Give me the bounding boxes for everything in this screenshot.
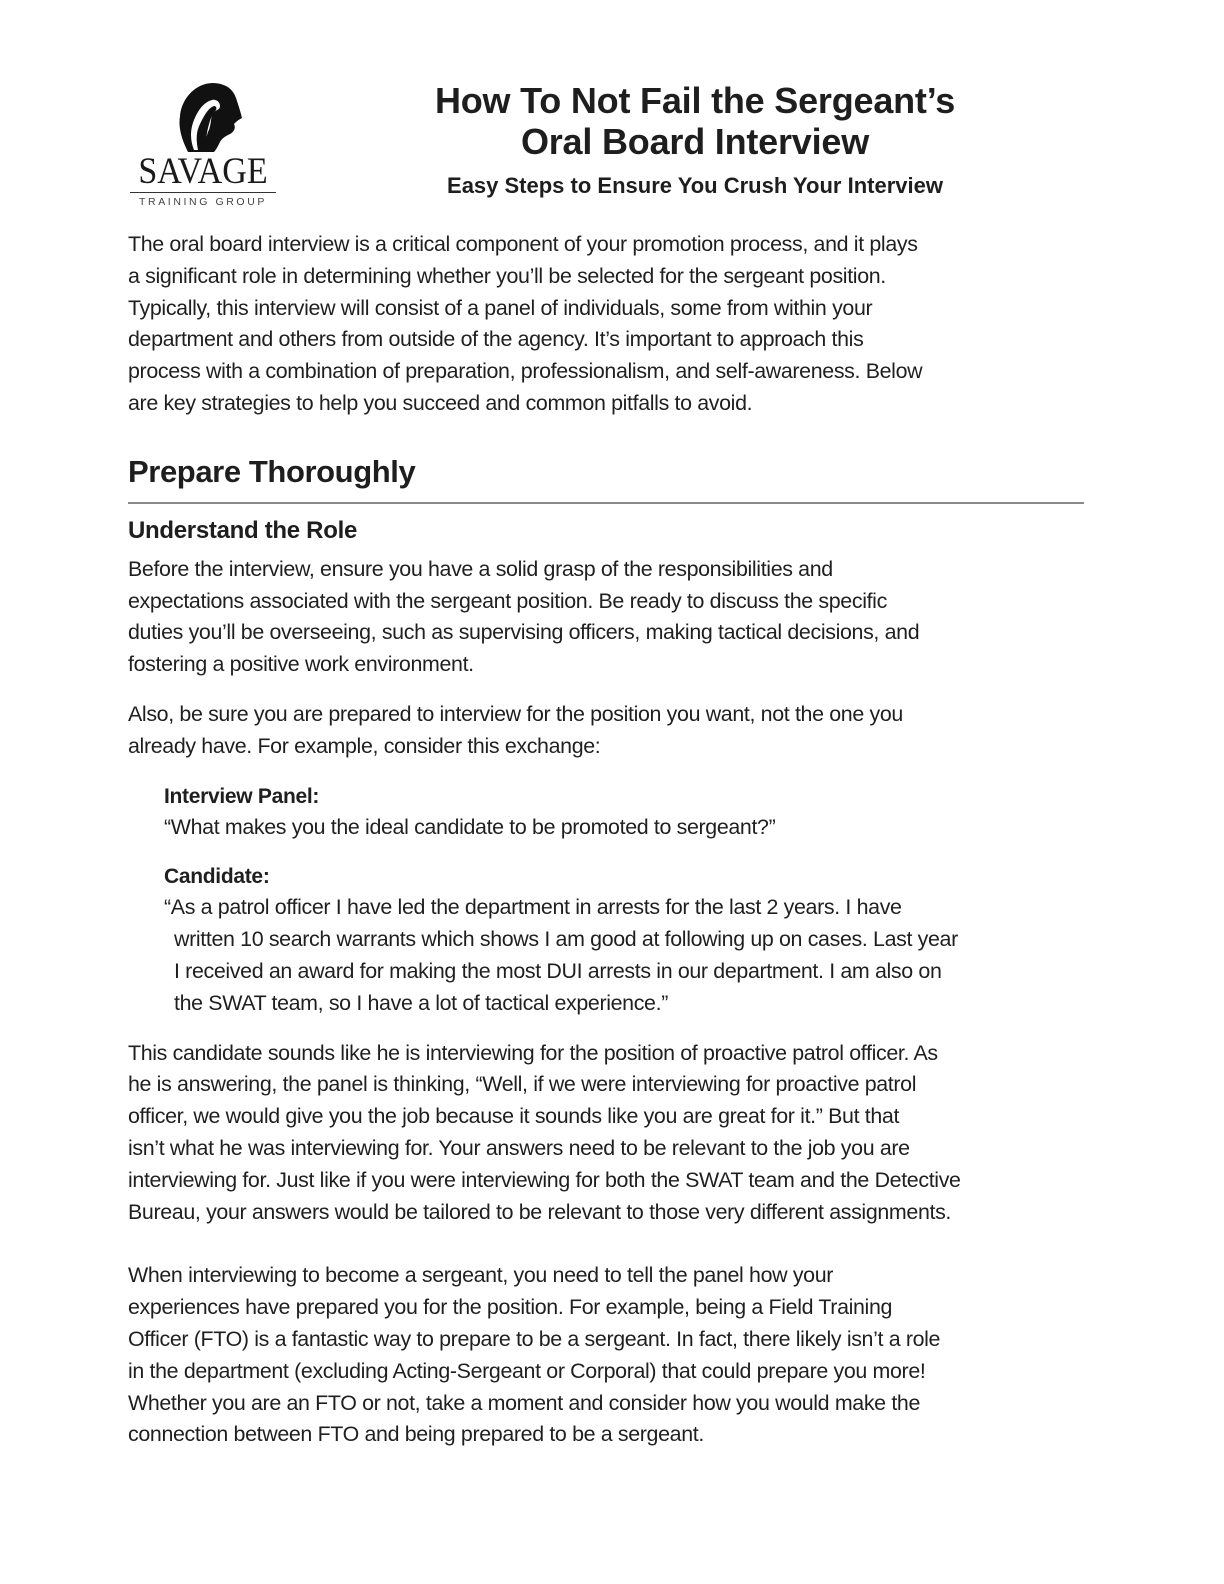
section-heading: Prepare Thoroughly: [128, 453, 416, 489]
paragraph-line: Bureau, your answers would be tailored to be relevant to those very different assignments.: [128, 1199, 952, 1224]
document-title: [390, 80, 1000, 162]
horse-lion-head-icon: [168, 80, 244, 154]
paragraph-spacer: [128, 1228, 1088, 1260]
panel-question: [164, 781, 1088, 844]
paragraph-line: in the department (excluding Acting-Sergeant or Corporal) that could prepare you more!: [128, 1358, 926, 1383]
paragraph-line: already have. For example, consider this exchange:: [128, 733, 601, 758]
intro-line: a significant role in determining whether you’ll be selected for the sergeant position.: [128, 263, 886, 288]
paragraph-line: officer, we would give you the job because it sounds like you are great for it.” But that: [128, 1104, 900, 1129]
candidate-answer: [164, 861, 1088, 1019]
candidate-quote-line: “As a patrol officer I have led the department in arrests for the last 2 years. I have: [164, 895, 902, 920]
speaker-label-panel: Interview Panel:: [164, 784, 320, 808]
role-paragraph-1: [128, 554, 1088, 681]
role-paragraph-4: [128, 1260, 1088, 1451]
paragraph-line: he is answering, the panel is thinking, “Well, if we were interviewing for proactive patrol: [128, 1072, 917, 1097]
candidate-quote-line: I received an award for making the most DUI arrests in our department. I am also on: [174, 958, 942, 983]
intro-line: are key strategies to help you succeed and common pitfalls to avoid.: [128, 390, 753, 415]
document-body: [128, 229, 1088, 1451]
role-paragraph-2: [128, 699, 1088, 763]
intro-line: department and others from outside of the agency. It’s important to approach this: [128, 327, 864, 352]
paragraph-line: interviewing for. Just like if you were interviewing for both the SWAT team and the Detective: [128, 1167, 961, 1192]
intro-paragraph: [128, 229, 1088, 420]
paragraph-line: duties you’ll be overseeing, such as supervising officers, making tactical decisions, and: [128, 620, 920, 645]
paragraph-line: fostering a positive work environment.: [128, 652, 474, 677]
paragraph-line: connection between FTO and being prepared to be a sergeant.: [128, 1422, 704, 1447]
intro-line: process with a combination of preparation, professionalism, and self-awareness. Below: [128, 359, 923, 384]
logo-divider: [130, 192, 276, 193]
panel-quote: “What makes you the ideal candidate to be promoted to sergeant?”: [164, 814, 776, 839]
paragraph-line: Before the interview, ensure you have a solid grasp of the responsibilities and: [128, 556, 833, 581]
logo-wordmark: SAVAGE: [138, 151, 268, 192]
subsection-heading: Understand the Role: [128, 516, 357, 544]
paragraph-line: expectations associated with the sergeant position. Be ready to discuss the specific: [128, 588, 887, 613]
paragraph-line: Whether you are an FTO or not, take a moment and consider how you would make the: [128, 1390, 921, 1415]
paragraph-line: When interviewing to become a sergeant, you need to tell the panel how your: [128, 1263, 834, 1288]
paragraph-line: Officer (FTO) is a fantastic way to prepare to be a sergeant. In fact, there likely isn’t a role: [128, 1326, 941, 1351]
example-exchange: [164, 781, 1088, 1020]
candidate-quote-line: the SWAT team, so I have a lot of tactical experience.”: [174, 990, 668, 1015]
section-divider: [128, 502, 1084, 504]
candidate-quote-line: written 10 search warrants which shows I am good at following up on cases. Last year: [174, 927, 958, 952]
intro-line: The oral board interview is a critical component of your promotion process, and it plays: [128, 232, 918, 256]
title-line-1: How To Not Fail the Sergeant’s: [434, 80, 956, 121]
paragraph-line: This candidate sounds like he is interviewing for the position of proactive patrol officer. As: [128, 1040, 938, 1065]
role-paragraph-3: [128, 1038, 1088, 1229]
intro-line: Typically, this interview will consist of a panel of individuals, some from within your: [128, 295, 873, 320]
paragraph-line: Also, be sure you are prepared to interview for the position you want, not the one you: [128, 701, 903, 726]
paragraph-line: experiences have prepared you for the position. For example, being a Field Training: [128, 1295, 893, 1320]
paragraph-line: isn’t what he was interviewing for. Your answers need to be relevant to the job you are: [128, 1135, 910, 1160]
logo-tagline: TRAINING GROUP: [139, 196, 267, 208]
title-line-2: Oral Board Interview: [520, 121, 870, 162]
speaker-label-candidate: Candidate:: [164, 865, 270, 889]
document-subtitle: Easy Steps to Ensure You Crush Your Interview: [447, 173, 943, 198]
savage-training-group-logo: [128, 80, 278, 208]
document-header: [390, 80, 1000, 200]
